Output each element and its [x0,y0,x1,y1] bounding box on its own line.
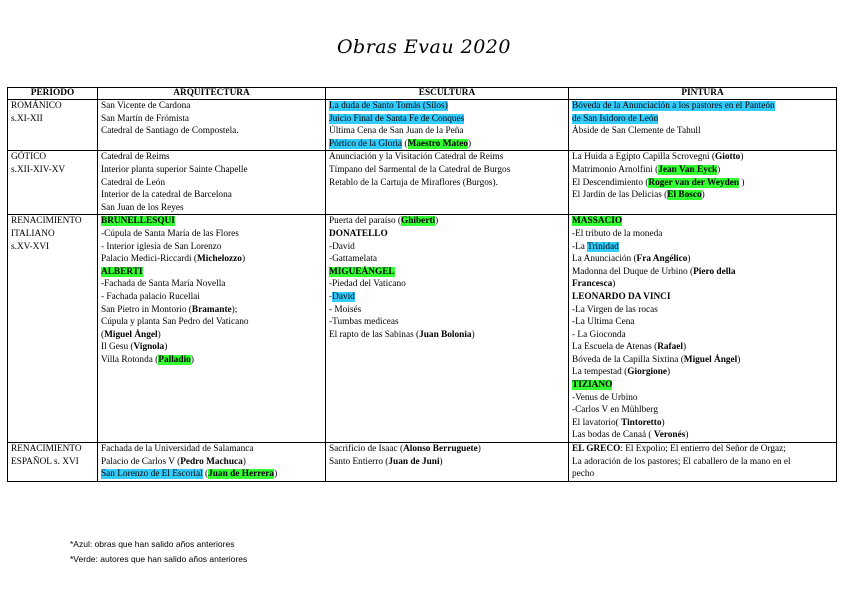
text-segment: : El Expolio; El entierro del Señor de Orgaz; [620,444,786,455]
text-segment: ) [190,354,194,365]
work-line [101,456,322,469]
text-segment: ) [740,152,744,163]
text-segment: San Pietro in Montorio ( [101,304,192,315]
cell-arquitectura [98,443,326,482]
text-segment: -David [329,241,355,252]
work-line [329,291,565,304]
author-name: Fra Angélico [636,254,688,265]
text-segment: - [329,291,333,302]
work-highlight: La duda de Santo Tomás (Silos) [329,101,448,111]
author-name: Rafael [657,342,684,353]
work-line [572,417,833,430]
author-highlight: Jean Van Eyck [658,164,718,175]
note-verde: *Verde: autores que han salido años anteriores [70,554,248,564]
text-segment: ( [101,329,105,340]
work-line [572,151,833,164]
text-segment: Il Gesu ( [101,342,134,353]
periodo-line: s.XII-XIV-XV [11,164,66,175]
cell-arquitectura [98,151,326,215]
text-segment: -Fachada de Santa María Novella [101,279,226,290]
text-segment: ) [739,177,745,188]
author-highlight: MIGUEÁNGEL [329,266,395,277]
text-segment: ) [274,469,278,480]
text-segment: La tempestad ( [572,367,628,378]
periodo-line: GÓTICO [11,152,47,163]
periodo-line: s.XI-XII [11,113,43,124]
work-line [101,215,322,228]
work-line [572,215,833,228]
text-segment: ) [737,354,741,365]
text-segment: Catedral de Reims [101,152,170,163]
text-segment: La Anunciación ( [572,254,637,265]
periodo-line: ITALIANO [11,228,55,239]
text-segment: El lavatorio( [572,417,622,428]
text-segment: Palacio Medici-Riccardi ( [101,254,198,265]
work-line [572,392,833,405]
header-escultura: ESCULTURA [326,88,569,100]
work-line [101,253,322,266]
periodo-line: ESPAÑOL s. XVI [11,456,79,467]
text-segment: El rapto de las Sabinas ( [329,329,420,340]
text-segment: ) [717,164,721,175]
work-line [572,316,833,329]
author-name: Giotto [715,152,741,163]
text-segment: -La [572,241,588,252]
table-row [8,100,837,151]
work-line [572,341,833,354]
text-segment: Interior planta superior Sainte Chapelle [101,164,248,175]
work-line [329,113,565,126]
work-line [572,354,833,367]
text-segment: Fachada de la Universidad de Salamanca [101,444,254,455]
text-segment: Interior de la catedral de Barcelona [101,190,232,201]
periodo-line: RENACIMIENTO [11,444,82,455]
header-periodo: PERIODO [8,88,98,100]
work-line [572,291,833,304]
author-name: Veronés [653,430,686,441]
text-segment: pecho [572,469,595,480]
text-segment: ) [685,430,689,441]
work-line [572,164,833,177]
text-segment: - Moisés [329,304,362,315]
text-segment: ) [701,190,705,201]
work-line [572,366,833,379]
author-name: Pedro Machuca [180,456,243,467]
work-line [101,202,322,215]
text-segment: Matrimonio Arnolfini ( [572,164,659,175]
cell-escultura [326,100,569,151]
work-line [572,266,833,279]
work-line [101,228,322,241]
work-line [329,304,565,317]
author-name: Piero della [693,266,736,277]
work-line [101,100,322,113]
work-line [329,100,565,113]
text-segment: -Cúpula de Santa María de las Flores [101,228,239,239]
work-highlight: Trinidad [587,241,619,252]
work-highlight: Bóveda de la Anunciación a los pastores en el Panteón [572,101,775,111]
page-title: Obras Evau 2020 [336,36,511,58]
work-line [101,354,322,367]
work-line [329,125,565,138]
text-segment: Ábside de San Clemente de Tahull [572,126,701,137]
work-line [329,177,565,190]
work-line [572,468,833,481]
text-segment: Bóveda de la Capilla Sixtina ( [572,354,684,365]
cell-escultura [326,443,569,482]
table-row [8,443,837,482]
text-segment: -Carlos V en Mühlberg [572,405,658,416]
text-segment: Sacrificio de Isaac ( [329,444,404,455]
work-line [101,291,322,304]
cell-periodo [8,443,98,482]
cell-pintura [569,215,837,443]
text-segment: La adoración de los pastores; El caballero de la mano en el [572,456,791,467]
work-line [572,404,833,417]
author-name: Vignola [133,342,165,353]
work-line [572,304,833,317]
work-line [101,341,322,354]
text-segment: El Descendimiento ( [572,177,649,188]
text-segment: -Venus de Urbino [572,392,638,403]
text-segment: San Vicente de Cardona [101,101,191,111]
periodo-line: ROMÁNICO [11,101,62,111]
text-segment: -Tumbas mediceas [329,317,399,328]
text-segment: - Fachada palacio Rucellai [101,291,200,302]
text-segment: Catedral de Santiago de Compostela. [101,126,239,137]
cell-pintura [569,443,837,482]
text-segment: El Jardín de las Delicias ( [572,190,668,201]
works-table [7,87,837,482]
author-highlight: Ghiberti [401,216,436,227]
work-line [329,138,565,151]
author-name: Michelozzo [197,254,242,265]
work-line [101,329,322,342]
work-line [572,177,833,190]
text-segment: Tímpano del Sarmental de la Catedral de Burgos [329,164,511,175]
table-header-row [8,88,837,100]
work-line [101,241,322,254]
work-highlight: de San Isidoro de León [572,113,659,124]
text-segment: San Juan de los Reyes [101,202,184,213]
cell-pintura [569,100,837,151]
work-line [572,329,833,342]
text-segment: -Gattamelata [329,254,378,265]
text-segment: ) [687,254,691,265]
text-segment: Palacio de Carlos V ( [101,456,181,467]
author-name: LEONARDO DA VINCI [572,291,671,302]
cell-arquitectura [98,100,326,151]
work-line [572,253,833,266]
cell-escultura [326,151,569,215]
author-name: Juan de Juni [388,456,440,467]
text-segment: ) [468,138,472,149]
cell-arquitectura [98,215,326,443]
work-line [101,189,322,202]
text-segment: Las bodas de Canaá ( [572,430,654,441]
work-line [101,316,322,329]
text-segment: ( [402,138,408,149]
author-highlight: ALBERTI [101,266,143,277]
cell-escultura [326,215,569,443]
author-name: Bramante [191,304,232,315]
work-line [572,456,833,469]
work-highlight: Pórtico de la Gloria [329,138,403,149]
author-name: Miguel Ángel [683,354,738,365]
text-segment: San Martín de Frómista [101,113,190,124]
text-segment: ) [242,456,246,467]
work-line [572,100,833,113]
cell-periodo [8,100,98,151]
cell-periodo [8,215,98,443]
author-highlight: BRUNELLESQUI [101,216,175,227]
text-segment: -Piedad del Vaticano [329,279,406,290]
work-line [101,164,322,177]
work-line [101,113,322,126]
work-highlight: San Lorenzo de El Escorial [101,469,203,480]
work-line [329,443,565,456]
text-segment: ); [231,304,238,315]
text-segment: La Huida a Egipto Capilla Scrovegni ( [572,152,716,163]
work-line [572,228,833,241]
work-line [572,113,833,126]
work-line [329,253,565,266]
text-segment: Puerta del paraíso ( [329,216,402,227]
work-line [329,316,565,329]
periodo-line: s.XV-XVI [11,241,50,252]
work-line [572,125,833,138]
work-line [329,164,565,177]
text-segment: ) [471,329,475,340]
work-line [101,278,322,291]
author-name: Francesca [572,279,613,290]
author-highlight: Maestro Mateo [407,138,468,149]
text-segment: - Interior iglesia de San Lorenzo [101,241,222,252]
author-name: Giorgione [627,367,668,378]
text-segment: Catedral de León [101,177,166,188]
author-name: Miguel Ángel [104,329,158,340]
work-line [572,189,833,202]
work-highlight: David [332,291,355,302]
author-name: DONATELLO [329,228,388,239]
author-highlight: Roger van der Weyden [648,177,740,188]
work-line [329,215,565,228]
work-line [101,443,322,456]
text-segment: Cúpula y planta San Pedro del Vaticano [101,317,249,328]
text-segment: ) [157,329,161,340]
work-line [101,468,322,481]
work-line [572,241,833,254]
author-highlight: Palladio [158,354,191,365]
work-line [101,266,322,279]
author-highlight: TIZIANO [572,380,613,391]
text-segment: ) [661,417,665,428]
work-line [329,241,565,254]
text-segment: ) [477,444,481,455]
work-line [572,443,833,456]
text-segment: ) [435,216,439,227]
note-azul: *Azul: obras que han salido años anteriores [70,539,235,549]
text-segment: Madonna del Duque de Urbino ( [572,266,694,277]
work-line [101,177,322,190]
work-line [329,278,565,291]
author-name: Juan Bolonia [419,329,472,340]
text-segment: -El tributo de la moneda [572,228,663,239]
text-segment: ) [164,342,168,353]
author-highlight: El Bosco [667,190,702,201]
author-name: Alonso Berruguete [403,444,478,455]
work-highlight: Juicio Final de Santa Fe de Conques [329,113,465,124]
text-segment: Anunciación y la Visitación Catedral de Reims [329,152,504,163]
work-line [572,379,833,392]
cell-periodo [8,151,98,215]
text-segment: ) [241,254,246,265]
work-line [329,456,565,469]
work-line [101,151,322,164]
author-name: Tintoretto [621,417,662,428]
work-line [101,304,322,317]
text-segment: Villa Rotonda ( [101,354,159,365]
work-line [329,228,565,241]
work-line [329,329,565,342]
header-arquitectura: ARQUITECTURA [98,88,326,100]
text-segment: ) [612,279,616,290]
text-segment: ) [667,367,671,378]
work-line [329,151,565,164]
text-segment: ( [202,469,209,480]
header-pintura: PINTURA [569,88,837,100]
author-highlight: MASSACIO [572,216,623,227]
text-segment: ) [439,456,443,467]
text-segment: -La Virgen de las rocas [572,304,658,315]
periodo-line: RENACIMIENTO [11,216,82,227]
table-body [8,100,837,482]
text-segment: ) [683,342,687,353]
work-line [572,429,833,442]
work-line [572,278,833,291]
work-line [101,125,322,138]
cell-pintura [569,151,837,215]
author-highlight: Juan de Herrera [208,469,275,480]
work-line [329,266,565,279]
text-segment: Retablo de la Cartuja de Miraflores (Burgos). [329,177,498,188]
legend-notes [70,537,247,567]
text-segment: La Escuela de Atenas ( [572,342,658,353]
table-row [8,215,837,443]
text-segment: -La Ultima Cena [572,317,635,328]
text-segment: Última Cena de San Juan de la Peña [329,126,464,137]
author-name: EL GRECO [572,444,621,455]
table-row [8,151,837,215]
text-segment: - La Gioconda [572,329,626,340]
text-segment: Santo Entierro ( [329,456,389,467]
